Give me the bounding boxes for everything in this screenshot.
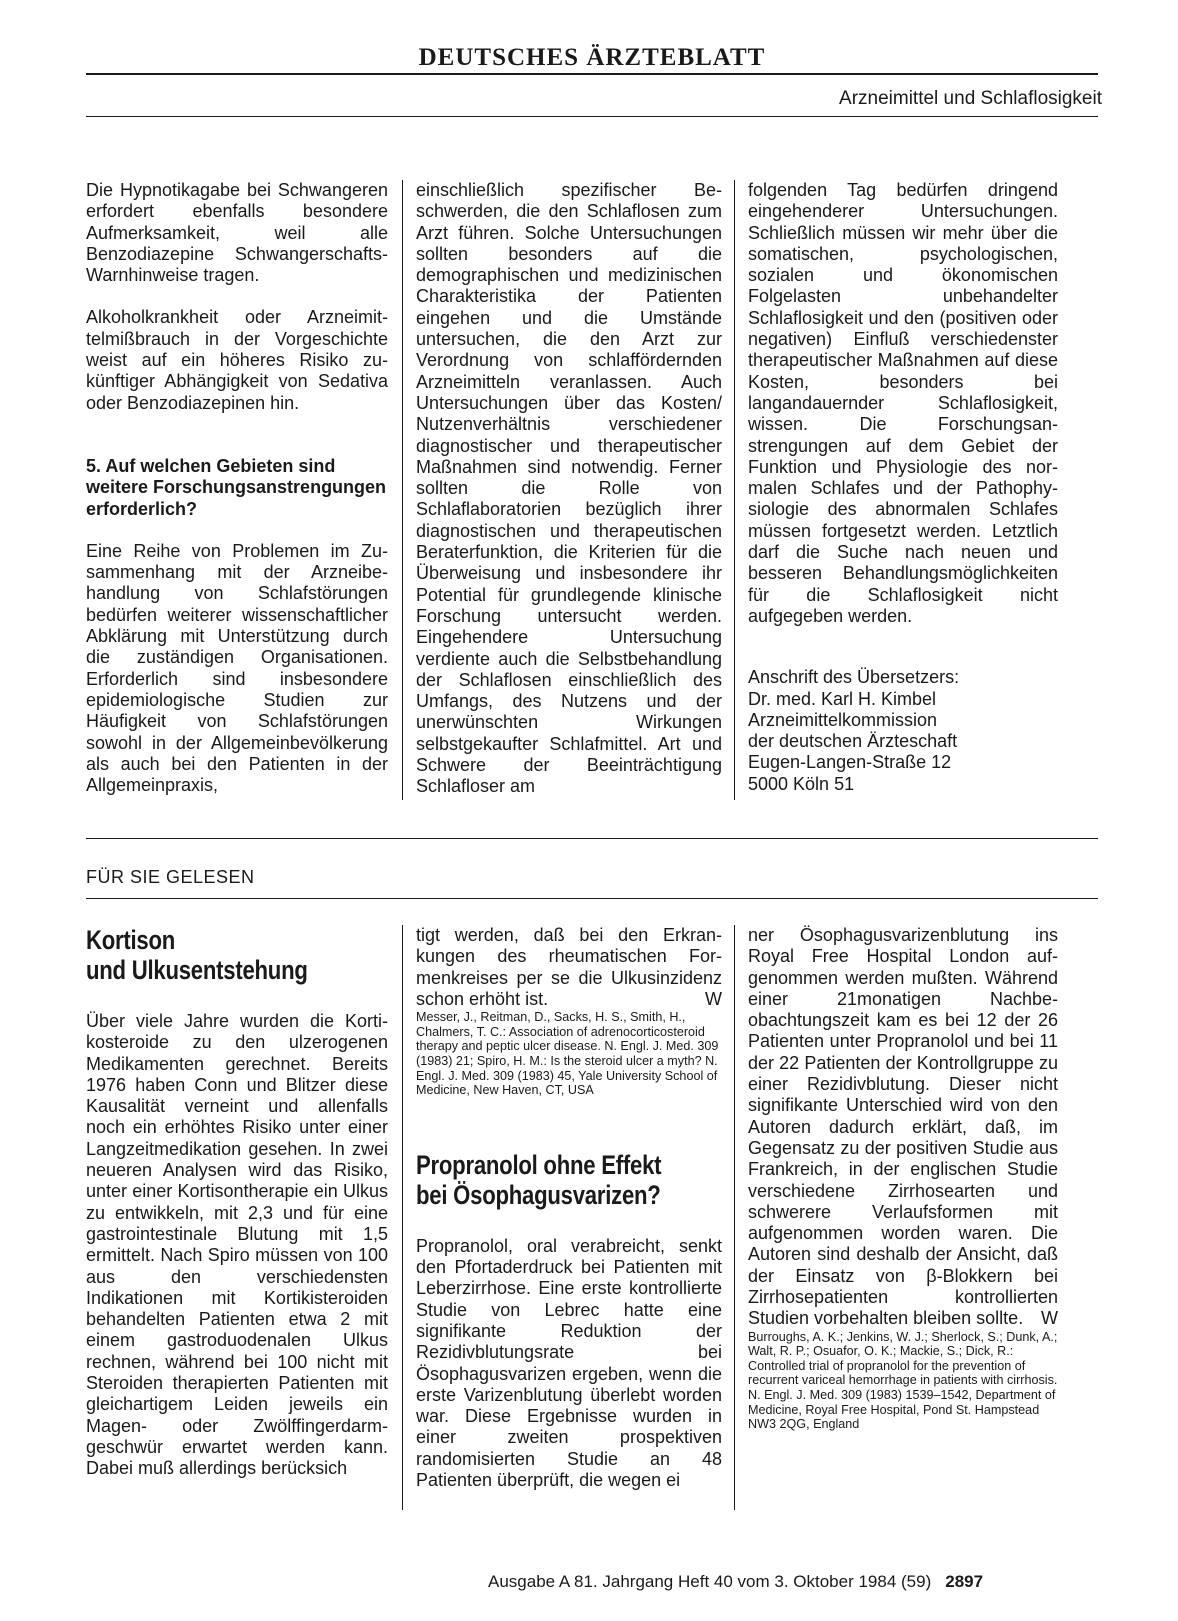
reference: Burroughs, A. K.; Jenkins, W. J.; Sherlock, S.; Dunk, A.; Walt, R. P.; Osuafor, O. K.; Mackie, S.; Dick, R.: Controlled trial of propranolol for the prevention of recurrent variceal hemorrhage in patients with cirrhosis. N. Engl. J. Med. 309 (1983) 1539–1542, Department of Medicine, Royal Free Hospital, Pond St. Hampstead NW3 2QG, England [748,1329,1058,1432]
address-line: der deutschen Ärzteschaft [748,731,958,752]
address-line: Arzneimittelkommission [748,709,938,730]
paragraph [416,925,722,1010]
article-headline [416,1150,722,1210]
paragraph: Die Hypnotikagabe bei Schwangeren erfordert ebenfalls besondere Aufmerksamkeit, weil alle Benzodiazepine Schwangerschafts-Warnhinweise tragen. [86,180,388,286]
header-rule-top [86,73,1098,75]
headline-line: Kortison [86,925,176,955]
paragraph: Eine Reihe von Problemen im Zusammenhang mit der Arzneibehandlung von Schlafstörungen bedürfen weiterer wissenschaftlicher Abklärung mit Unterstützung durch die zuständigen Organisationen. Erforderlich sind insbesondere epidemiologische Studien zur Häufigkeit von Schlafstörungen sowohl in der Allgemeinbevölkerung als auch bei den Patienten in der Allgemeinpraxis, [86,540,388,796]
address-line: Anschrift des Übersetzers: [748,667,960,688]
paragraph [748,925,1058,1330]
column-divider [734,180,735,800]
headline-line: und Ulkusentstehung [86,955,308,985]
article1-column-1 [86,180,388,796]
column-divider [402,180,403,800]
page-footer [488,1572,983,1592]
column-divider [402,925,403,1510]
paragraph: Über viele Jahre wurden die Kortikosteroide zu den ulzerogenen Medikamenten gerechnet. Bereits 1976 haben Conn und Blitzer diese Kausalität verneint und allenfalls noch ein erhöhtes Risiko unter einer Langzeitmedikation gesehen. In zwei neueren Analysen wird das Risiko, unter einer Kortisontherapie ein Ulkus zu entwikkeln, mit 2,3 und für eine gastrointestinale Blutung mit 1,5 ermittelt. Nach Spiro müssen von 100 aus den verschiedensten Indikationen mit Kortikisteroiden behandelten Patienten etwa 2 mit einem gastroduodenalen Ulkus rechnen, während bei 100 nicht mit Steroiden therapierten Patienten mit gleichartigem Leiden jeweils ein Magen- oder Zwölffingerdarmgeschwür erwartet werden kann. Dabei muß allerdings berücksich [86,1011,388,1479]
paragraph: Alkoholkrankheit oder Arzneimittelmißbrauch in der Vorgeschichte weist auf ein höheres Risiko zukünftiger Abhängigkeit von Sedativa oder Benzodiazepinen hin. [86,307,388,413]
author-signature: W [705,988,722,1009]
address-line: 5000 Köln 51 [748,773,855,794]
paragraph: folgenden Tag bedürfen dringend eingehenderer Untersuchungen. Schließlich müssen wir mehr über die somatischen, psychologischen, sozialen und ökonomischen Folgelasten unbehandelter Schlaflosigkeit und den (positiven oder negativen) Einfluß verschiedenster therapeutischer Maßnahmen auf diese Kosten, besonders bei langandauernder Schlaflosigkeit, wissen. Die Forschungsanstrengungen auf dem Gebiet der Funktion und Physiologie des normalen Schlafes und der Pathophysiologie des abnormalen Schlafes müssen fortgesetzt werden. Letztlich darf die Suche nach neuen und besseren Behandlungsmöglichkeiten für die Schlaflosigkeit nicht aufgegeben werden. [748,180,1058,626]
section-heading: 5. Auf welchen Gebieten sind weitere Forschungsanstrengungen erforderlich? [86,455,387,519]
issue-info: Ausgabe A 81. Jahrgang Heft 40 vom 3. Oktober 1984 (59) [488,1572,932,1591]
column-divider [734,925,735,1510]
section-label: Arzneimittel und Schlaflosigkeit [839,88,1102,109]
rubric-label: FÜR SIE GELESEN [86,867,255,887]
author-signature: W [1041,1308,1058,1329]
lower-column-2 [416,925,722,1491]
article1-column-3 [748,180,1058,795]
address-line: Eugen-Langen-Straße 12 [748,752,952,773]
headline-line: bei Ösophagusvarizen? [416,1179,661,1210]
header-rule-bottom [86,116,1098,117]
translator-address [748,667,1058,795]
rubric-rule-top [86,838,1098,839]
masthead: DEUTSCHES ÄRZTEBLATT [418,44,766,71]
lower-column-3 [748,925,1058,1453]
reference: Messer, J., Reitman, D., Sacks, H. S., Smith, H., Chalmers, T. C.: Association of adrenocorticosteroid therapy and peptic ulcer disease. N. Engl. J. Med. 309 (1983) 21; Spiro, H. M.: Is the steroid ulcer a myth? N. Engl. J. Med. 309 (1983) 45, Yale University School of Medicine, New Haven, CT, USA [416,1010,719,1098]
paragraph-text: ner Ösophagusvarizenblutung ins Royal Free Hospital London aufgenommen werden mußten. Während einer 21monatigen Nachbeobachtungszeit kam es bei 12 der 26 Patienten unter Propranolol und bei 11 der 22 Patienten der Kontrollgruppe zu einer Rezidivblutung. Dieser nicht signifikante Unterschied wird von den Autoren dadurch erklärt, daß, im Gegensatz zu der positiven Studie aus Frankreich, in der englischen Studie verschiedene Zirrhosearten und schwerere Verlaufsformen mit aufgenommen worden waren. Die Autoren sind deshalb der Ansicht, daß der Einsatz von β-Blokkern bei Zirrhosepatienten kontrollierten Studien vorbehalten bleiben sollte. [748,925,1058,1329]
address-line: Dr. med. Karl H. Kimbel [748,688,937,709]
article1-column-2 [416,180,722,798]
paragraph: einschließlich spezifischer Beschwerden, die den Schlaflosen zum Arzt führen. Solche Untersuchungen sollten besonders auf die demographischen und medizinischen Charakteristika der Patienten eingehen und die Umstände untersuchen, die den Arzt zur Verordnung von schlaffördernden Arzneimitteln veranlassen. Auch Untersuchungen über das Kosten/ Nutzenverhältnis verschiedener diagnostischer und therapeutischer Maßnahmen sind notwendig. Ferner sollten die Rolle von Schlaflaboratorien bezüglich ihrer diagnostischen und therapeutischen Beraterfunktion, die Kriterien für die Überweisung und insbesondere ihr Potential für grundlegende klinische Forschung untersucht werden. Eingehendere Untersuchung verdiente auch die Selbstbehandlung der Schlaflosen einschließlich des Umfangs, des Nutzens und der unerwünschten Wirkungen selbstgekaufter Schlafmittel. Art und Schwere der Beeinträchtigung Schlafloser am [416,180,722,797]
lower-column-1 [86,925,388,1480]
paragraph: Propranolol, oral verabreicht, senkt den Pfortaderdruck bei Patienten mit Leberzirrhose. Eine erste kontrollierte Studie von Lebrec hatte eine signifikante Reduktion der Rezidivblutungsrate bei Ösophagusvarizen ergeben, wenn die erste Varizenblutung überlebt worden war. Diese Ergebnisse wurden in einer zweiten prospektiven randomisierten Studie an 48 Patienten überprüft, die wegen ei [416,1235,722,1491]
rubric-rule-bottom [86,898,1098,899]
article-headline [86,925,388,985]
page-number: 2897 [945,1572,984,1591]
paragraph-text: tigt werden, daß bei den Erkrankungen des rheumatischen Formenkreises per se die Ulkusinzidenz schon erhöht ist. [416,925,722,1009]
headline-line: Propranolol ohne Effekt [416,1149,662,1180]
